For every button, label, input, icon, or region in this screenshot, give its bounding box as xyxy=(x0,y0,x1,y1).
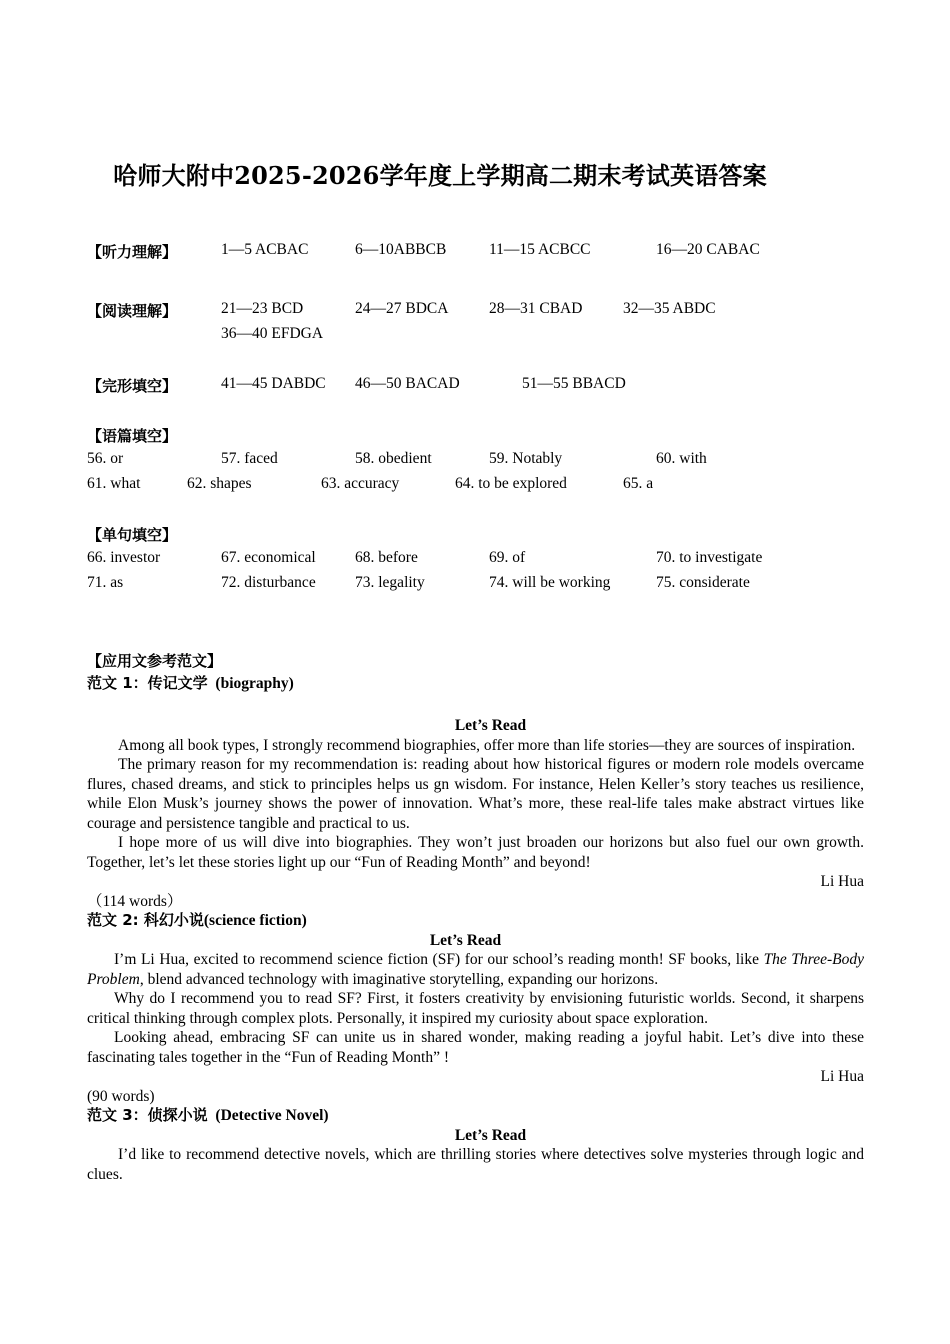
answer-item: 75. considerate xyxy=(656,574,750,591)
answer-item: 65. a xyxy=(623,475,654,492)
answer-item: 71. as xyxy=(87,574,124,591)
answer-item: 67. economical xyxy=(221,549,316,566)
reading-section xyxy=(0,300,950,320)
essay-paragraph: Among all book types, I strongly recommend biographies, offer more than life stories—they are sources of inspiration. xyxy=(118,736,856,754)
answer-item: 57. faced xyxy=(221,450,278,467)
book-title: The Three-Body Problem xyxy=(87,951,864,988)
answer-group: 24—27 BDCA xyxy=(355,300,449,317)
essay-paragraph: I’d like to recommend detective novels, which are thrilling stories where detectives solve mysteries through logic and clues. xyxy=(87,1146,864,1183)
essay-heading-zh: 范文 3：侦探小说 xyxy=(87,1106,208,1124)
reading-label: 【阅读理解】 xyxy=(87,302,178,320)
passage-fill-header xyxy=(0,425,950,445)
essay-heading xyxy=(87,911,864,931)
essay-heading-en: (science fiction) xyxy=(203,912,307,929)
answer-item: 74. will be working xyxy=(489,574,611,591)
essay-signature: Li Hua xyxy=(820,873,864,890)
essay-word-count: (90 words) xyxy=(87,1087,155,1105)
answer-group: 11—15 ACBCC xyxy=(489,241,591,258)
answer-item: 61. what xyxy=(87,475,141,492)
passage-fill-row xyxy=(0,475,950,495)
sentence-fill-header xyxy=(0,524,950,544)
passage-fill-row xyxy=(0,450,950,470)
answer-group: 16—20 CABAC xyxy=(656,241,760,258)
essay-heading xyxy=(87,1106,864,1126)
cloze-section xyxy=(0,375,950,395)
answer-item: 63. accuracy xyxy=(321,475,400,492)
answer-group: 21—23 BCD xyxy=(221,300,304,317)
answer-item: 58. obedient xyxy=(355,450,432,467)
answer-item: 69. of xyxy=(489,549,526,566)
essay-paragraph xyxy=(87,950,864,989)
writing-label: 【应用文参考范文】 xyxy=(87,652,223,670)
answer-group: 1—5 ACBAC xyxy=(221,241,309,258)
essay-1 xyxy=(87,716,864,1184)
essay-title: Let’s Read xyxy=(429,931,502,949)
answer-item: 64. to be explored xyxy=(455,475,567,492)
answer-item: 66. investor xyxy=(87,549,161,566)
essay-signature: Li Hua xyxy=(820,1068,864,1085)
answer-group: 41—45 DABDC xyxy=(221,375,326,392)
essay1-heading xyxy=(0,672,950,692)
essay-title: Let’s Read xyxy=(454,717,527,734)
listening-section xyxy=(0,241,950,261)
page-title: 哈师大附中2025-2026学年度上学期高二期末考试英语答案 xyxy=(113,161,767,190)
answer-group: 36—40 EFDGA xyxy=(221,325,324,342)
essay-paragraph: Why do I recommend you to read SF? First, it fosters creativity by envisioning futuristic worlds. Second, it sharpens critical thinking through complex plots. Personally, it inspired my curiosity about space exploration. xyxy=(87,990,864,1027)
sentence-fill-row xyxy=(0,574,950,594)
essay-paragraph: The primary reason for my recommendation is: reading about how historical figures or modern role models overcame flures, chased dreams, and stick to principles helps us gn wisdom. For instance, Helen Keller’s story teaches us resilience, while Elon Musk’s journey shows the power of innovation. What’s more, these real-life tales make abstract virtues like courage and persistence tangible and practical to us. xyxy=(87,756,864,832)
answer-item: 62. shapes xyxy=(187,475,252,492)
answer-item: 59. Notably xyxy=(489,450,563,467)
answer-item: 60. with xyxy=(656,450,707,467)
answer-item: 56. or xyxy=(87,450,124,467)
answer-item: 73. legality xyxy=(355,574,425,591)
reading-section-line2 xyxy=(0,325,950,345)
essay-heading xyxy=(87,672,294,693)
writing-header xyxy=(0,650,950,670)
essay-text: I’m Li Hua, excited to recommend science fiction (SF) for our school’s reading month! SF books, like xyxy=(114,951,764,968)
answer-item: 68. before xyxy=(355,549,418,566)
answer-group: 32—35 ABDC xyxy=(623,300,716,317)
passage-fill-label: 【语篇填空】 xyxy=(87,427,178,445)
answer-item: 70. to investigate xyxy=(656,549,763,566)
essay-text: , blend advanced technology with imaginative storytelling, expanding our horizons. xyxy=(139,970,659,988)
essay-heading-zh: 范文 2: 科幻小说 xyxy=(87,911,204,929)
essay-word-count: （114 words） xyxy=(87,892,183,910)
sentence-fill-row xyxy=(0,549,950,569)
essay-paragraph: I hope more of us will dive into biographies. They won’t just broaden our horizons but also fuel our own growth. Together, let’s let these stories light up our “Fun of Reading Month” and beyond! xyxy=(87,834,864,871)
answer-group: 28—31 CBAD xyxy=(489,300,583,317)
cloze-label: 【完形填空】 xyxy=(87,377,178,395)
essay-heading-en: (Detective Novel) xyxy=(215,1107,329,1124)
listening-label: 【听力理解】 xyxy=(87,243,178,261)
answer-group: 46—50 BACAD xyxy=(355,375,460,392)
essay-title: Let’s Read xyxy=(454,1126,527,1144)
essay-heading-en: (biography) xyxy=(215,675,294,692)
answer-group: 51—55 BBACD xyxy=(522,375,626,392)
sentence-fill-label: 【单句填空】 xyxy=(87,526,178,544)
answer-group: 6—10ABBCB xyxy=(355,241,447,258)
answer-item: 72. disturbance xyxy=(221,574,316,591)
essay-heading-zh: 范文 1：传记文学 xyxy=(87,674,208,692)
essay-paragraph: Looking ahead, embracing SF can unite us in shared wonder, making reading a joyful habit. Let’s dive into these fascinating tales together in the “Fun of Reading Month” ! xyxy=(87,1029,864,1066)
